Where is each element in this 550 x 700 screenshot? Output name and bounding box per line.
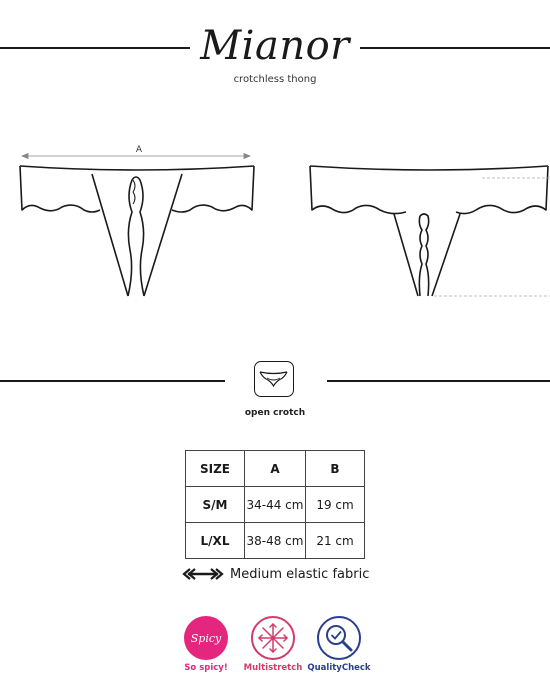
table-row xyxy=(186,487,365,523)
quality-check-badge xyxy=(317,616,361,660)
table-cell-b: 19 cm xyxy=(306,487,365,523)
product-subtitle: crotchless thong xyxy=(233,74,317,85)
front-view xyxy=(20,166,254,296)
open-crotch-icon xyxy=(254,361,294,397)
measure-a-label: A xyxy=(135,145,143,155)
table-cell-b: 21 cm xyxy=(306,523,365,559)
table-cell-a: 38-48 cm xyxy=(245,523,306,559)
table-header-row xyxy=(186,451,365,487)
feature-label: open crotch xyxy=(244,408,306,418)
section-rule-left xyxy=(0,380,225,382)
quality-check-badge-label: QualityCheck xyxy=(307,663,371,673)
table-cell-size: L/XL xyxy=(186,523,245,559)
size-table xyxy=(185,450,365,559)
thong-outline-icon xyxy=(255,362,292,395)
magnifier-check-icon xyxy=(319,618,359,658)
product-drawing xyxy=(0,130,550,310)
table-header-cell: B xyxy=(306,451,365,487)
table-header-cell: A xyxy=(245,451,306,487)
spicy-badge-label: So spicy! xyxy=(184,663,228,673)
fabric-label: Medium elastic fabric xyxy=(230,566,370,582)
back-view xyxy=(310,166,548,296)
table-row xyxy=(186,523,365,559)
fabric-info xyxy=(182,565,369,583)
multistretch-badge xyxy=(251,616,295,660)
brand-logo: Mianor xyxy=(200,23,350,69)
double-arrow-icon xyxy=(182,567,224,581)
table-cell-size: S/M xyxy=(186,487,245,523)
spicy-badge xyxy=(184,616,228,660)
spicy-circle-icon: Spicy xyxy=(190,631,222,645)
section-rule-right xyxy=(327,380,550,382)
table-header-cell: SIZE xyxy=(186,451,245,487)
table-cell-a: 34-44 cm xyxy=(245,487,306,523)
multistretch-arrows-icon xyxy=(253,618,293,658)
multistretch-badge-label: Multistretch xyxy=(243,663,303,673)
